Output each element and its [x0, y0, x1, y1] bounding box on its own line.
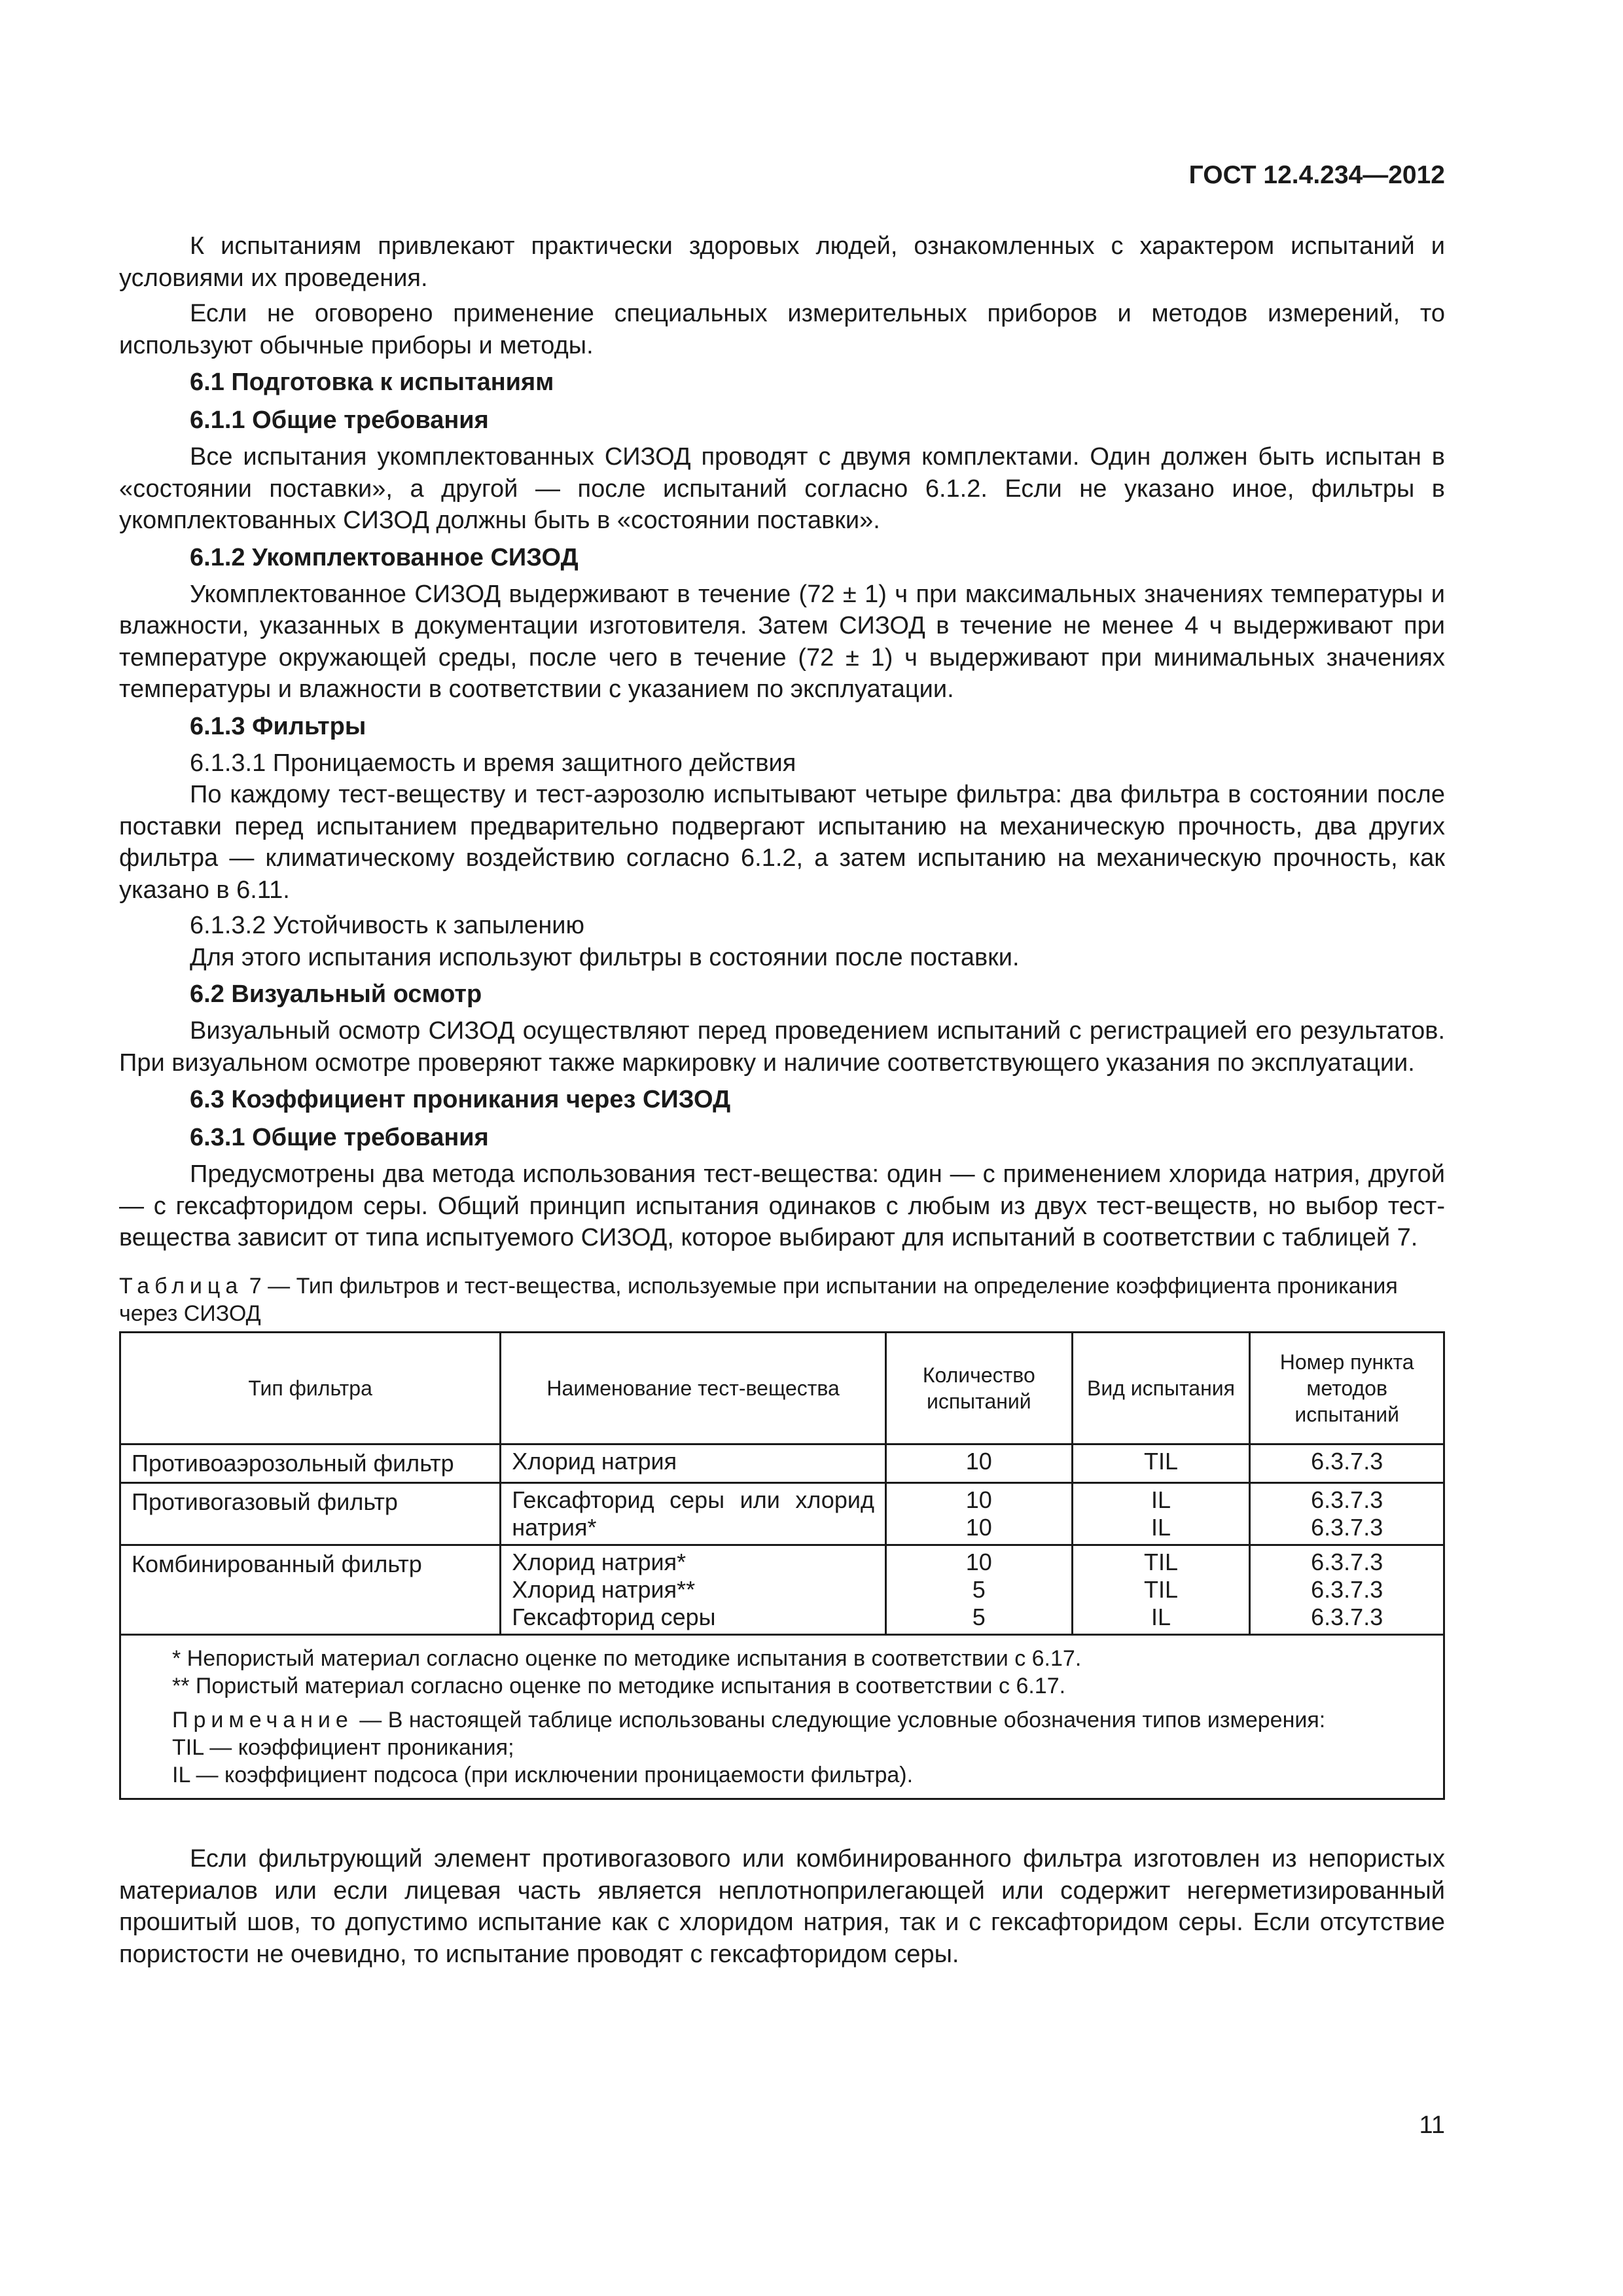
cell-line: Хлорид натрия: [512, 1447, 677, 1475]
table-cell: Противоаэрозольный фильтр: [120, 1444, 501, 1483]
note-til: TIL — коэффициент проникания;: [172, 1735, 514, 1760]
table-header-cell: Вид испытания: [1072, 1332, 1250, 1444]
table-cell: Комбинированный фильтр: [120, 1545, 501, 1635]
table-header-row: [120, 1332, 1444, 1444]
cell-line: IL: [1150, 1514, 1171, 1541]
table-cell: [1072, 1444, 1250, 1483]
cell-line: Гексафторид серы: [512, 1604, 716, 1630]
subsection-6-1-3-1: 6.1.3.1 Проницаемость и время защитного действия: [190, 749, 796, 777]
section-heading-6-2: 6.2 Визуальный осмотр: [190, 980, 482, 1008]
table-caption: [119, 1272, 1445, 1327]
table-cell: [885, 1444, 1072, 1483]
cell-line: натрия*: [512, 1514, 597, 1541]
page-number: 11: [1419, 2111, 1445, 2139]
table-notes: [120, 1635, 1444, 1799]
cell-line: Хлорид натрия*: [512, 1549, 687, 1575]
table-header-cell: Тип фильтра: [120, 1332, 501, 1444]
table-caption-label: Таблица: [119, 1273, 243, 1299]
table-row: [120, 1444, 1444, 1483]
cell-line: IL: [1150, 1486, 1171, 1513]
cell-line: 6.3.7.3: [1311, 1576, 1383, 1603]
table-cell: [501, 1545, 886, 1635]
cell-line: TIL: [1143, 1576, 1178, 1603]
section-heading-6-1-2: 6.1.2 Укомплектованное СИЗОД: [190, 543, 579, 571]
table-cell: [885, 1545, 1072, 1635]
table-notes-row: [120, 1635, 1444, 1799]
table-header-cell: Номер пункта методов испытаний: [1250, 1332, 1444, 1444]
cell-line: 6.3.7.3: [1311, 1604, 1383, 1630]
cell-line: IL: [1150, 1604, 1171, 1630]
document-header: ГОСТ 12.4.234—2012: [1188, 161, 1445, 189]
paragraph: Предусмотрены два метода использования тест-вещества: один — с применением хлорида натрия, другой — с гексафторидом серы. Общий принцип испытания одинаков с любым из двух тест-веществ, но выбор тест-вещества зависит от типа испытуемого СИЗОД, которое выбирают для испытаний в соответствии с таблицей 7.: [119, 1160, 1445, 1251]
cell-line: TIL: [1143, 1447, 1178, 1475]
table-cell: [1250, 1545, 1444, 1635]
cell-line: TIL: [1143, 1549, 1178, 1575]
filter-test-table: [119, 1331, 1445, 1801]
note-text: — В настоящей таблице использованы следующие условные обозначения типов измерения:: [353, 1708, 1326, 1732]
cell-line: 10: [965, 1514, 992, 1541]
section-heading-6-1: 6.1 Подготовка к испытаниям: [190, 368, 554, 396]
cell-line: 5: [972, 1576, 986, 1603]
table-cell: [1250, 1483, 1444, 1545]
cell-line: 6.3.7.3: [1311, 1486, 1383, 1513]
paragraph: Визуальный осмотр СИЗОД осуществляют перед проведением испытаний с регистрацией его результатов. При визуальном осмотре проверяют также маркировку и наличие соответствующего указания по эксплуатации.: [119, 1017, 1445, 1077]
cell-line: Гексафторид серы или хлорид: [512, 1486, 874, 1513]
paragraph: Укомплектованное СИЗОД выдерживают в течение (72 ± 1) ч при максимальных значениях температуры и влажности, указанных в документации изготовителя. Затем СИЗОД в течение не менее 4 ч выдерживают при температуре окружающей среды, после чего в течение (72 ± 1) ч выдерживают при минимальных значениях температуры и влажности в соответствии с указанием по эксплуатации.: [119, 580, 1445, 703]
table-cell: [1250, 1444, 1444, 1483]
table-caption-text: 7 — Тип фильтров и тест-вещества, используемые при испытании на определение коэффициента проникания через СИЗОД: [119, 1273, 1398, 1326]
table-cell: Противогазовый фильтр: [120, 1483, 501, 1545]
cell-line: 10: [965, 1447, 992, 1475]
cell-line: 6.3.7.3: [1311, 1514, 1383, 1541]
section-heading-6-1-1: 6.1.1 Общие требования: [190, 406, 489, 434]
table-cell: [501, 1444, 886, 1483]
cell-line: 10: [965, 1549, 992, 1575]
section-heading-6-3: 6.3 Коэффициент проникания через СИЗОД: [190, 1086, 731, 1113]
paragraph: К испытаниям привлекают практически здоровых людей, ознакомленных с характером испытаний и условиями их проведения.: [119, 232, 1445, 292]
paragraph: По каждому тест-веществу и тест-аэрозолю испытывают четыре фильтра: два фильтра в состоянии после поставки перед испытанием предварительно подвергают испытанию на механическую прочность, два других фильтра — климатическому воздействию согласно 6.1.2, а затем испытанию на механическую прочность, как указано в 6.11.: [119, 781, 1445, 904]
table-row: [120, 1483, 1444, 1545]
cell-line: 5: [972, 1604, 986, 1630]
cell-line: 6.3.7.3: [1311, 1447, 1383, 1475]
cell-line: Хлорид натрия**: [512, 1576, 696, 1603]
table-row: [120, 1545, 1444, 1635]
table-cell: [1072, 1483, 1250, 1545]
table-cell: [501, 1483, 886, 1545]
table-header-cell: Количество испытаний: [885, 1332, 1072, 1444]
footnote: ** Пористый материал согласно оценке по методике испытания в соответствии с 6.17.: [172, 1674, 1066, 1698]
table-note: [172, 1706, 1433, 1734]
subsection-6-1-3-2: 6.1.3.2 Устойчивость к запылению: [190, 912, 585, 939]
note-il: IL — коэффициент подсоса (при исключении проницаемости фильтра).: [172, 1763, 914, 1787]
section-heading-6-1-3: 6.1.3 Фильтры: [190, 712, 366, 740]
section-heading-6-3-1: 6.3.1 Общие требования: [190, 1124, 489, 1151]
document-body: [119, 230, 1445, 1974]
paragraph: Если не оговорено применение специальных измерительных приборов и методов измерений, то используют обычные приборы и методы.: [119, 300, 1445, 359]
paragraph: Для этого испытания используют фильтры в состоянии после поставки.: [190, 943, 1020, 971]
paragraph: Если фильтрующий элемент противогазового или комбинированного фильтра изготовлен из непористых материалов или если лицевая часть является неплотноприлегающей или содержит негерметизированный прошитый шов, то допустимо испытание как с хлоридом натрия, так и с гексафторидом серы. Если отсутствие пористости не очевидно, то испытание проводят с гексафторидом серы.: [119, 1845, 1445, 1968]
table-header-cell: Наименование тест-вещества: [501, 1332, 886, 1444]
note-label: Примечание: [172, 1708, 353, 1732]
cell-line: 10: [965, 1486, 992, 1513]
cell-line: 6.3.7.3: [1311, 1549, 1383, 1575]
table-cell: [1072, 1545, 1250, 1635]
footnote: * Непористый материал согласно оценке по методике испытания в соответствии с 6.17.: [172, 1646, 1082, 1671]
paragraph: Все испытания укомплектованных СИЗОД проводят с двумя комплектами. Один должен быть испытан в «состоянии поставки», а другой — после испытаний согласно 6.1.2. Если не указано иное, фильтры в укомплектованных СИЗОД должны быть в «состоянии поставки».: [119, 443, 1445, 534]
table-cell: [885, 1483, 1072, 1545]
